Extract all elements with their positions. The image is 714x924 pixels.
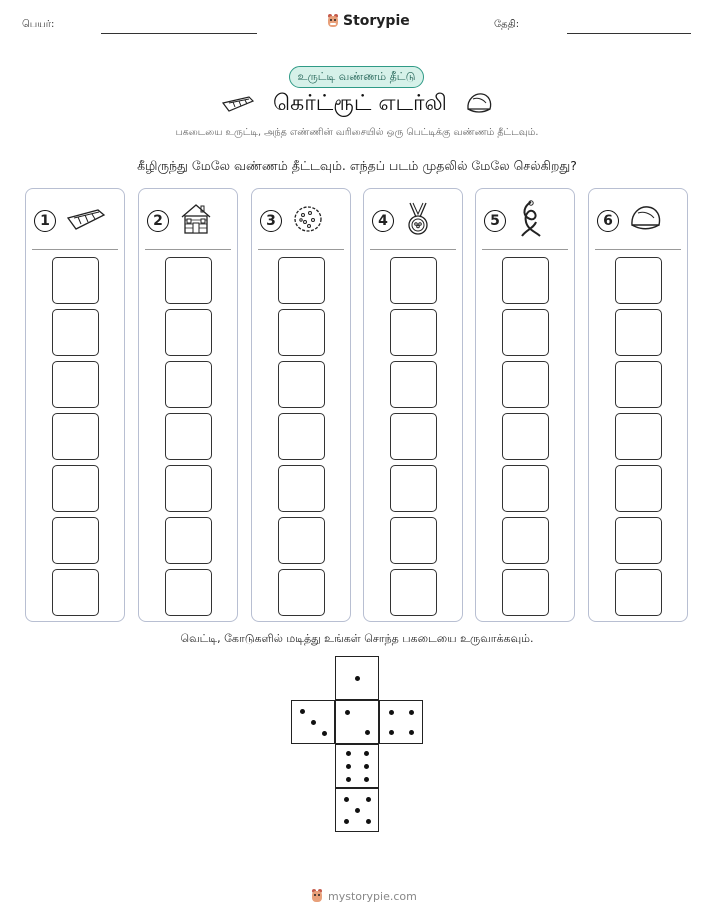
color-box[interactable] <box>615 309 662 356</box>
column-header <box>260 201 344 241</box>
color-box[interactable] <box>165 517 212 564</box>
footer-url[interactable]: mystorypie.com <box>328 889 417 903</box>
color-box[interactable] <box>278 569 325 616</box>
column-3 <box>251 188 351 622</box>
page-title <box>0 91 714 119</box>
mascot-icon <box>326 13 340 29</box>
color-box[interactable] <box>52 569 99 616</box>
color-box[interactable] <box>390 517 437 564</box>
swim-cap-icon <box>629 203 663 239</box>
color-box[interactable] <box>278 361 325 408</box>
name-line[interactable] <box>101 33 257 34</box>
subtitle: பகடையை உருட்டி, அந்த எண்ணின் வரிசையில் ஒரு பெட்டிக்கு வண்ணம் தீட்டவும். <box>175 127 539 138</box>
die-pip <box>346 764 351 769</box>
color-box[interactable] <box>165 465 212 512</box>
color-box[interactable] <box>52 465 99 512</box>
name-label: பெயர்: <box>22 19 55 30</box>
color-box[interactable] <box>278 517 325 564</box>
instruction: கீழிருந்து மேலே வண்ணம் தீட்டவும். எந்தப் படம் முதலில் மேலே செல்கிறது? <box>137 158 577 173</box>
die-pip <box>355 676 360 681</box>
activity-badge: உருட்டி வண்ணம் தீட்டு <box>289 66 424 88</box>
die-pip <box>364 751 369 756</box>
die-pip <box>322 731 327 736</box>
column-2 <box>138 188 238 622</box>
color-box[interactable] <box>52 257 99 304</box>
title-text: கெர்ட்ரூட் எடர்லி <box>273 91 447 116</box>
column-5 <box>475 188 575 622</box>
house-icon <box>179 202 213 240</box>
die-pip <box>311 720 316 725</box>
die-pip <box>389 710 394 715</box>
color-box[interactable] <box>165 309 212 356</box>
die-pip <box>389 730 394 735</box>
color-box[interactable] <box>165 257 212 304</box>
color-box[interactable] <box>502 413 549 460</box>
color-box[interactable] <box>52 413 99 460</box>
color-box[interactable] <box>615 361 662 408</box>
date-line[interactable] <box>567 33 691 34</box>
die-pip <box>346 777 351 782</box>
color-box[interactable] <box>502 257 549 304</box>
color-box[interactable] <box>390 413 437 460</box>
column-number: 3 <box>260 210 282 232</box>
column-divider <box>145 249 231 250</box>
die-pip <box>409 730 414 735</box>
mascot-icon <box>310 888 324 904</box>
die-face-6 <box>335 744 379 788</box>
die-pip <box>365 730 370 735</box>
die-pip <box>364 764 369 769</box>
die-pip <box>355 808 360 813</box>
column-divider <box>32 249 118 250</box>
color-box[interactable] <box>502 517 549 564</box>
color-box[interactable] <box>390 569 437 616</box>
color-box[interactable] <box>390 309 437 356</box>
color-box[interactable] <box>502 569 549 616</box>
color-box[interactable] <box>502 465 549 512</box>
column-number: 2 <box>147 210 169 232</box>
column-number: 6 <box>597 210 619 232</box>
column-divider <box>482 249 568 250</box>
color-box[interactable] <box>165 569 212 616</box>
die-pip <box>300 709 305 714</box>
date-label: தேதி: <box>494 19 520 30</box>
column-divider <box>370 249 456 250</box>
color-box[interactable] <box>390 361 437 408</box>
column-divider <box>595 249 681 250</box>
boat-icon <box>66 204 106 238</box>
die-pip <box>345 710 350 715</box>
die-pip <box>364 777 369 782</box>
color-box[interactable] <box>615 517 662 564</box>
column-header <box>34 201 118 241</box>
color-box[interactable] <box>502 309 549 356</box>
color-box[interactable] <box>165 413 212 460</box>
column-number: 1 <box>34 210 56 232</box>
column-number: 4 <box>372 210 394 232</box>
brand-name: Storypie <box>343 13 410 29</box>
die-pip <box>344 819 349 824</box>
die-pip <box>366 819 371 824</box>
swim-cap-icon <box>465 91 493 117</box>
die-face-1 <box>335 656 379 700</box>
color-box[interactable] <box>615 257 662 304</box>
column-header <box>597 201 681 241</box>
footer <box>310 888 417 904</box>
brand-logo <box>326 13 410 29</box>
column-header <box>372 201 456 241</box>
color-box[interactable] <box>502 361 549 408</box>
color-box[interactable] <box>278 413 325 460</box>
die-face-5 <box>335 788 379 832</box>
medal-icon <box>404 201 432 241</box>
die-pip <box>344 797 349 802</box>
color-box[interactable] <box>615 413 662 460</box>
color-box[interactable] <box>278 309 325 356</box>
column-1 <box>25 188 125 622</box>
die-pip <box>366 797 371 802</box>
die-face-4 <box>379 700 423 744</box>
column-header <box>147 201 231 241</box>
column-header <box>484 201 568 241</box>
color-box[interactable] <box>615 465 662 512</box>
color-box[interactable] <box>278 257 325 304</box>
column-divider <box>258 249 344 250</box>
die-face-3 <box>291 700 335 744</box>
color-box[interactable] <box>390 465 437 512</box>
color-box[interactable] <box>52 517 99 564</box>
rope-knot-icon <box>516 200 546 242</box>
sponge-icon <box>292 204 324 238</box>
boat-icon <box>221 93 255 115</box>
color-box[interactable] <box>52 361 99 408</box>
die-pip <box>409 710 414 715</box>
column-4 <box>363 188 463 622</box>
column-6 <box>588 188 688 622</box>
column-number: 5 <box>484 210 506 232</box>
color-box[interactable] <box>52 309 99 356</box>
color-box[interactable] <box>278 465 325 512</box>
die-pip <box>346 751 351 756</box>
cut-instruction: வெட்டி, கோடுகளில் மடித்து உங்கள் சொந்த பகடையை உருவாக்கவும். <box>180 632 534 645</box>
die-face-2 <box>335 700 379 744</box>
color-box[interactable] <box>165 361 212 408</box>
color-box[interactable] <box>615 569 662 616</box>
color-box[interactable] <box>390 257 437 304</box>
